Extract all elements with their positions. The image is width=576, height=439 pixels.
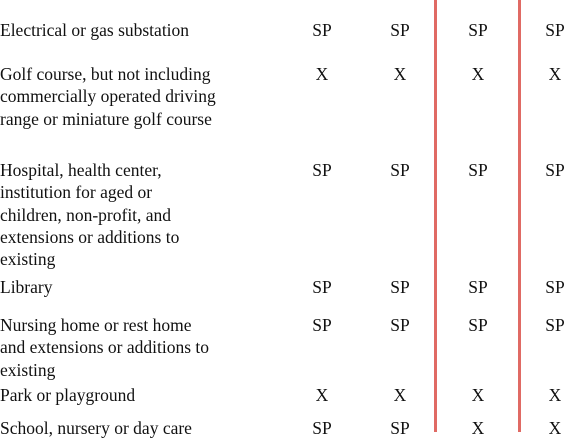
district-cell: SP bbox=[545, 160, 565, 180]
use-description: Park or playground bbox=[0, 385, 136, 405]
use-description: Hospital, health center, institution for aged or children, non-profit, and extensions or additions to existing bbox=[0, 160, 180, 270]
district-cell: SP bbox=[390, 20, 410, 40]
use-description: Electrical or gas substation bbox=[0, 20, 190, 40]
district-cell: X bbox=[393, 64, 407, 84]
district-cell: X bbox=[471, 385, 485, 405]
cut-off-header-row bbox=[0, 0, 576, 2]
use-description: Nursing home or rest home and extensions or additions to existing bbox=[0, 315, 210, 380]
district-cell: SP bbox=[390, 160, 410, 180]
district-cell: SP bbox=[468, 277, 488, 297]
district-cell: SP bbox=[390, 315, 410, 335]
district-cell: SP bbox=[545, 20, 565, 40]
district-cell: X bbox=[471, 418, 485, 438]
highlight-column-right-border bbox=[518, 0, 521, 432]
use-description: Golf course, but not including commercially operated driving range or miniature golf course bbox=[0, 64, 216, 129]
district-cell: SP bbox=[468, 160, 488, 180]
district-cell: SP bbox=[468, 20, 488, 40]
district-cell: SP bbox=[390, 277, 410, 297]
district-cell: X bbox=[315, 64, 329, 84]
district-cell: SP bbox=[545, 277, 565, 297]
district-cell: SP bbox=[312, 277, 332, 297]
district-cell: SP bbox=[545, 315, 565, 335]
district-cell: SP bbox=[468, 315, 488, 335]
district-cell: X bbox=[548, 64, 562, 84]
use-description: School, nursery or day care bbox=[0, 418, 192, 438]
district-cell: SP bbox=[312, 20, 332, 40]
highlight-column-left-border bbox=[434, 0, 437, 432]
district-cell: SP bbox=[312, 418, 332, 438]
district-cell: SP bbox=[390, 418, 410, 438]
district-cell: SP bbox=[312, 160, 332, 180]
use-description: Library bbox=[0, 277, 53, 297]
district-cell: X bbox=[471, 64, 485, 84]
district-cell: X bbox=[548, 418, 562, 438]
district-cell: X bbox=[315, 385, 329, 405]
district-cell: X bbox=[548, 385, 562, 405]
district-cell: X bbox=[393, 385, 407, 405]
district-cell: SP bbox=[312, 315, 332, 335]
